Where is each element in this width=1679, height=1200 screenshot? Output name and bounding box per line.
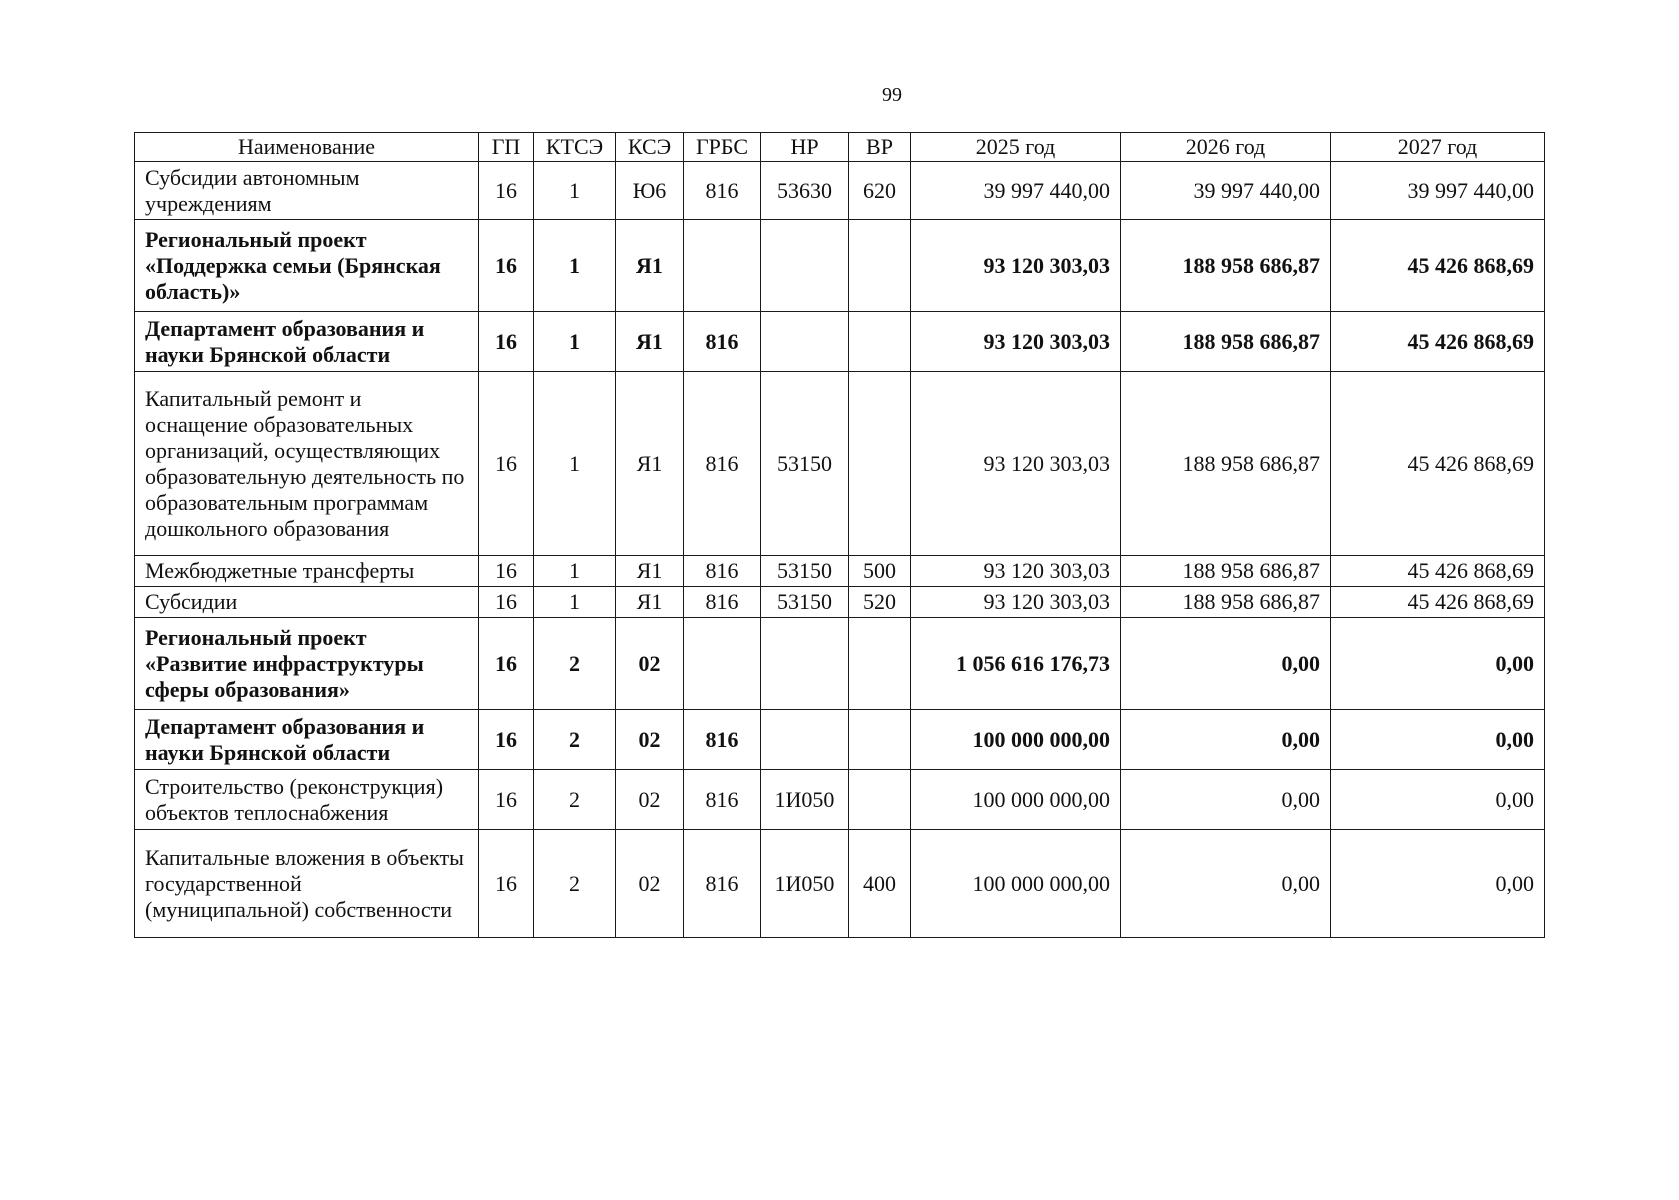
cell-nr	[761, 618, 849, 710]
cell-vr: 400	[849, 830, 911, 938]
cell-name: Межбюджетные трансферты	[135, 556, 479, 587]
cell-2025: 93 120 303,03	[911, 372, 1121, 556]
cell-grbs	[684, 220, 761, 312]
cell-2026: 188 958 686,87	[1121, 587, 1331, 618]
cell-ktse: 1	[534, 312, 616, 372]
cell-2027: 0,00	[1331, 770, 1545, 830]
cell-2026: 188 958 686,87	[1121, 372, 1331, 556]
cell-name: Субсидии	[135, 587, 479, 618]
cell-grbs: 816	[684, 162, 761, 220]
cell-vr	[849, 372, 911, 556]
table-row	[135, 587, 1545, 618]
cell-2027: 0,00	[1331, 618, 1545, 710]
table-row	[135, 372, 1545, 556]
header-ktse: КТСЭ	[534, 133, 616, 162]
cell-nr: 1И050	[761, 770, 849, 830]
page-number: 99	[882, 84, 902, 106]
cell-gp: 16	[479, 312, 534, 372]
cell-grbs: 816	[684, 312, 761, 372]
cell-gp: 16	[479, 770, 534, 830]
cell-2025: 39 997 440,00	[911, 162, 1121, 220]
cell-kse: Ю6	[616, 162, 684, 220]
cell-2027: 0,00	[1331, 830, 1545, 938]
cell-gp: 16	[479, 372, 534, 556]
cell-ktse: 2	[534, 830, 616, 938]
cell-2026: 188 958 686,87	[1121, 312, 1331, 372]
cell-ktse: 1	[534, 372, 616, 556]
header-grbs: ГРБС	[684, 133, 761, 162]
table-row	[135, 312, 1545, 372]
table-row	[135, 770, 1545, 830]
cell-gp: 16	[479, 618, 534, 710]
cell-2026: 0,00	[1121, 710, 1331, 770]
cell-name: Региональный проект «Поддержка семьи (Брянская область)»	[135, 220, 479, 312]
cell-2025: 100 000 000,00	[911, 710, 1121, 770]
cell-name: Строительство (реконструкция) объектов теплоснабжения	[135, 770, 479, 830]
cell-gp: 16	[479, 830, 534, 938]
header-vr: ВР	[849, 133, 911, 162]
cell-gp: 16	[479, 556, 534, 587]
table-row	[135, 162, 1545, 220]
cell-kse: 02	[616, 618, 684, 710]
header-name: Наименование	[135, 133, 479, 162]
cell-kse: Я1	[616, 312, 684, 372]
cell-ktse: 1	[534, 220, 616, 312]
header-2026: 2026 год	[1121, 133, 1331, 162]
cell-nr: 53150	[761, 587, 849, 618]
cell-name: Капитальный ремонт и оснащение образовательных организаций, осуществляющих образовательную деятельность по образовательным программам дошкольного образования	[135, 372, 479, 556]
cell-grbs: 816	[684, 830, 761, 938]
cell-vr: 520	[849, 587, 911, 618]
header-nr: НР	[761, 133, 849, 162]
cell-2027: 45 426 868,69	[1331, 220, 1545, 312]
cell-gp: 16	[479, 710, 534, 770]
cell-2025: 100 000 000,00	[911, 830, 1121, 938]
cell-ktse: 1	[534, 587, 616, 618]
cell-2026: 0,00	[1121, 830, 1331, 938]
cell-2025: 93 120 303,03	[911, 556, 1121, 587]
cell-name: Департамент образования и науки Брянской области	[135, 312, 479, 372]
cell-2027: 45 426 868,69	[1331, 312, 1545, 372]
header-kse: КСЭ	[616, 133, 684, 162]
cell-2026: 39 997 440,00	[1121, 162, 1331, 220]
cell-gp: 16	[479, 220, 534, 312]
cell-2025: 1 056 616 176,73	[911, 618, 1121, 710]
cell-name: Субсидии автономным учреждениям	[135, 162, 479, 220]
cell-nr	[761, 220, 849, 312]
cell-2027: 39 997 440,00	[1331, 162, 1545, 220]
cell-ktse: 2	[534, 770, 616, 830]
cell-nr	[761, 710, 849, 770]
cell-2025: 100 000 000,00	[911, 770, 1121, 830]
cell-nr	[761, 312, 849, 372]
cell-nr: 53150	[761, 372, 849, 556]
cell-2027: 0,00	[1331, 710, 1545, 770]
cell-ktse: 2	[534, 710, 616, 770]
cell-grbs: 816	[684, 587, 761, 618]
cell-grbs: 816	[684, 770, 761, 830]
cell-kse: 02	[616, 710, 684, 770]
cell-name: Департамент образования и науки Брянской области	[135, 710, 479, 770]
cell-2026: 0,00	[1121, 770, 1331, 830]
header-gp: ГП	[479, 133, 534, 162]
table-row	[135, 220, 1545, 312]
cell-grbs	[684, 618, 761, 710]
table-row	[135, 830, 1545, 938]
header-row	[135, 133, 1545, 162]
cell-kse: 02	[616, 770, 684, 830]
cell-vr: 620	[849, 162, 911, 220]
cell-2027: 45 426 868,69	[1331, 587, 1545, 618]
cell-nr: 1И050	[761, 830, 849, 938]
cell-grbs: 816	[684, 556, 761, 587]
cell-vr	[849, 312, 911, 372]
header-2027: 2027 год	[1331, 133, 1545, 162]
cell-kse: Я1	[616, 220, 684, 312]
table-row	[135, 556, 1545, 587]
cell-ktse: 1	[534, 162, 616, 220]
cell-kse: Я1	[616, 556, 684, 587]
cell-ktse: 2	[534, 618, 616, 710]
cell-2025: 93 120 303,03	[911, 312, 1121, 372]
cell-grbs: 816	[684, 372, 761, 556]
cell-nr: 53630	[761, 162, 849, 220]
cell-2025: 93 120 303,03	[911, 587, 1121, 618]
cell-gp: 16	[479, 587, 534, 618]
budget-table	[134, 132, 1545, 938]
cell-kse: Я1	[616, 587, 684, 618]
cell-kse: 02	[616, 830, 684, 938]
cell-grbs: 816	[684, 710, 761, 770]
cell-vr	[849, 220, 911, 312]
cell-2027: 45 426 868,69	[1331, 556, 1545, 587]
cell-vr: 500	[849, 556, 911, 587]
cell-nr: 53150	[761, 556, 849, 587]
cell-vr	[849, 710, 911, 770]
cell-2025: 93 120 303,03	[911, 220, 1121, 312]
cell-vr	[849, 618, 911, 710]
header-2025: 2025 год	[911, 133, 1121, 162]
cell-gp: 16	[479, 162, 534, 220]
cell-vr	[849, 770, 911, 830]
table-row	[135, 618, 1545, 710]
cell-2026: 0,00	[1121, 618, 1331, 710]
cell-ktse: 1	[534, 556, 616, 587]
cell-name: Капитальные вложения в объекты государственной (муниципальной) собственности	[135, 830, 479, 938]
cell-2026: 188 958 686,87	[1121, 220, 1331, 312]
cell-kse: Я1	[616, 372, 684, 556]
cell-name: Региональный проект «Развитие инфраструктуры сферы образования»	[135, 618, 479, 710]
cell-2027: 45 426 868,69	[1331, 372, 1545, 556]
table-row	[135, 710, 1545, 770]
cell-2026: 188 958 686,87	[1121, 556, 1331, 587]
